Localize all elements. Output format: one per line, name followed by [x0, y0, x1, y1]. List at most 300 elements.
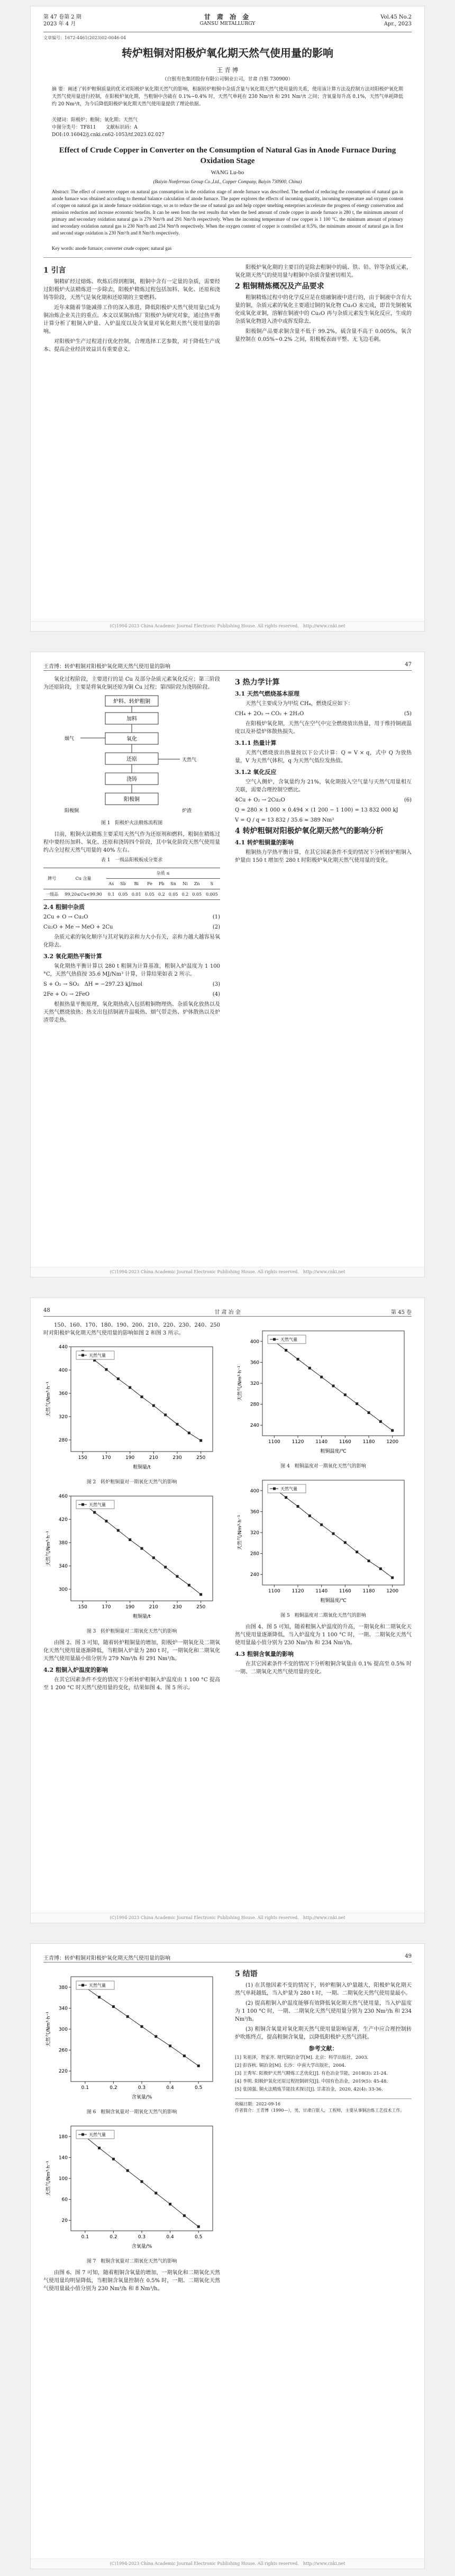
equation-text: V = Q / q = 13 832 / 35.6 ≈ 389 Nm³ — [235, 817, 334, 823]
legend-label: 天然气量 — [89, 1502, 106, 1507]
data-point — [391, 1429, 394, 1432]
equation-text: 2Fe + O₂ → 2FeO — [43, 992, 90, 997]
keywords-en: Key words: anode furnace; converter crude copper; natural gas — [52, 246, 172, 251]
y-tick-label: 280 — [58, 1438, 68, 1443]
legend-label: 天然气量 — [89, 2132, 106, 2137]
paragraph: (1) 在其他因素不变的情况下，转炉粗铜入炉量越大，阳极炉氧化期天然气单耗越低，当入炉量为 280 t 时，一期、二期氧化天然气使用量最小。 — [235, 1983, 412, 1996]
paragraph: 根据热量平衡原理，氧化期热收入包括粗铜物理热、杂质氧化放热以及天然气燃烧放热；热支出包括铜液升温吸热、烟气带走热、炉体散热以及炉渣带走热。 — [43, 1002, 220, 1023]
data-point — [169, 2203, 171, 2205]
x-tick-label: 0.5 — [195, 2235, 203, 2240]
data-point — [129, 1386, 131, 1389]
running-title: 王青博：转炉粗铜对阳极炉氧化期天然气使用量的影响 — [43, 664, 170, 670]
x-tick-label: 0.2 — [110, 2085, 117, 2091]
figure-caption: 图 4 粗铜温度对一期氧化天然气的影响 — [280, 1464, 366, 1469]
equation-text: Cu₂O + Me → MeO + 2Cu — [43, 924, 113, 930]
paragraph: 氧化过程阶段，主要进行的是 Cu 及部分杂质元素氧化反应；第三阶段为还原阶段，主要是将氧化铜还原为铜 Cu 过程；第四阶段为浇铸阶段。 — [43, 677, 220, 690]
figure-caption: 图 6 粗铜含氧量对一期氧化天然气的影响 — [86, 2110, 177, 2115]
flow-step-label: 浇铸 — [126, 777, 137, 782]
y-tick-label: 400 — [250, 1339, 259, 1345]
data-point — [176, 1423, 179, 1426]
column-left — [43, 1967, 220, 2295]
affiliation-en: (Baiyin Nonferrous Group Co.,Ltd., Copper Company, Baiyin 730900, China) — [153, 179, 302, 184]
figure-1 — [43, 695, 220, 816]
data-point — [141, 1547, 143, 1550]
y-tick-label: 420 — [58, 1517, 68, 1523]
chart-fig6 — [43, 1970, 220, 2103]
issue-date: 2023 年 4 月 — [43, 21, 76, 27]
figure-caption: 图 3 转炉粗铜量对二期氧化天然气的影响 — [86, 1629, 177, 1634]
x-tick-label: 0.5 — [195, 2085, 203, 2091]
journal-header — [43, 14, 412, 32]
keywords-cn: 关键词：阳极炉；粗铜；氧化期；天然气 — [52, 118, 138, 123]
figure-5 — [235, 1474, 412, 1609]
flow-input-label: 炉料、转炉粗铜 — [113, 699, 150, 705]
data-point — [105, 1368, 108, 1371]
table-header: Fe — [143, 879, 156, 889]
y-tick-label: 280 — [250, 1551, 259, 1557]
data-point — [141, 2180, 143, 2183]
paragraph: 空气入侧炉，含氧量约为 21%，氧化期鼓入空气量与天然气用量相互关联，需要合理控制空燃比。 — [235, 779, 412, 793]
x-tick-label: 0.4 — [166, 2235, 174, 2240]
paragraph: 目前，粗铜火法精炼主要采用天然气作为还原剂和燃料，粗铜在精炼过程中要经历加料、氧化、还原和浇铸四个阶段，其中氧化阶段天然气使用量约占全过程天然气用量的 40% 左右。 — [43, 832, 220, 853]
x-tick-label: 190 — [125, 1455, 135, 1461]
subsection-heading: 3.1.2 氧化反应 — [235, 769, 277, 776]
y-axis-label: 天然气/Nm³·h⁻¹ — [238, 1515, 243, 1551]
data-point — [183, 2214, 186, 2217]
data-point — [332, 1532, 335, 1535]
legend-swatch-marker — [81, 1503, 84, 1506]
y-tick-label: 320 — [58, 1415, 68, 1420]
data-point — [105, 1520, 108, 1523]
chart-fig2 — [43, 1340, 220, 1473]
classification: 中图分类号：TF811 文献标识码：A — [52, 125, 138, 130]
equation: S + O₂ → SO₂ ΔH = −297.23 kJ/mol (3) — [43, 981, 220, 987]
figure-7 — [43, 2120, 220, 2255]
data-point — [379, 1568, 382, 1570]
table-cell: 0.2 — [157, 889, 167, 900]
legend-label: 天然气量 — [89, 1353, 106, 1358]
data-point — [368, 1560, 370, 1562]
x-tick-label: 210 — [149, 1605, 158, 1610]
equation-text: 2Cu + O → Cu₂O — [43, 914, 88, 920]
y-tick-label: 240 — [250, 1423, 259, 1429]
reference-item: [4] 李明. 阳极炉氧化还原过程控制研究[J]. 中国有色冶金，2019(5): 45-48. — [235, 2079, 388, 2084]
y-tick-label: 380 — [58, 1985, 68, 1990]
column-right — [235, 264, 412, 346]
data-point — [308, 1515, 311, 1517]
equation — [235, 806, 412, 814]
table-header: Sn — [167, 879, 180, 889]
table-cell: 0.05 — [143, 889, 156, 900]
flow-side-right: 天然气 — [182, 758, 197, 763]
table-header: Ni — [180, 879, 190, 889]
volume-en: Vol.45 No.2 — [380, 14, 412, 20]
paragraph: 铜精矿经过熔炼、吹炼后得到粗铜，粗铜中含有一定量的杂质，需要经过阳极炉火法精炼进一步除去，阳极炉精炼过程包括加料、氧化、还原和浇铸等阶段，天然气是氧化期和还原期的主要燃料。 — [43, 279, 220, 301]
plot-frame — [71, 2126, 213, 2231]
flow-step-label: 加料 — [126, 716, 137, 722]
table-header: 牌号 — [43, 868, 60, 889]
abstract-cn: 摘 要：阐述了转炉粗铜质量的优劣对阳极炉氧化期天然气的影响，根据转炉粗铜中杂质含量与氧化期天然气使用量的关系，使用该计算方法及控制方法对阳极炉氧化期天然气使用量进行控制，在阳极炉氧化期，当粗铜中含硫在 0.1%~0.4% 时，天然气单耗在 230 Nm³/t 和 291 Nm³/t 之间；含氧量每升高 0.1%，天然气单耗降低约 20 Nm³/t，为今后降低阳极炉氧化期天然气使用量提供了理论依据。 — [52, 87, 403, 107]
column-left — [43, 675, 220, 1026]
column-right — [235, 1967, 412, 2114]
x-tick-label: 210 — [149, 1455, 158, 1461]
data-point — [188, 1431, 190, 1434]
section-heading: 2 粗铜精炼概况及产品要求 — [235, 282, 324, 291]
chart-fig5 — [235, 1474, 412, 1606]
equation: 2Cu + O → Cu₂O (1) — [43, 914, 220, 920]
subsection-heading: 4.2 粗铜入炉温度的影响 — [43, 1667, 108, 1673]
y-tick-label: 240 — [250, 1572, 259, 1578]
y-tick-label: 280 — [250, 1402, 259, 1408]
y-tick-label: 360 — [58, 1391, 68, 1397]
y-tick-label: 20 — [61, 2218, 68, 2224]
journal-title: 甘 肃 冶 金 — [214, 1310, 241, 1316]
y-tick-label: 180 — [58, 2134, 68, 2140]
y-axis-label: 天然气/Nm³·h⁻¹ — [46, 1530, 51, 1566]
page-1 — [31, 6, 424, 631]
x-tick-label: 1120 — [292, 1589, 304, 1594]
subsection-heading: 4.1 转炉粗铜量的影响 — [235, 839, 294, 846]
y-axis-label: 天然气/Nm³·h⁻¹ — [46, 2011, 51, 2047]
x-tick-label: 1100 — [268, 1439, 280, 1445]
legend-label: 天然气量 — [280, 1487, 297, 1491]
paragraph: 在其它因素条件不变的情况下分析转炉粗铜入炉温度由 1 100 °C 提高至 1 200 °C 时天然气使用量的变化，结果如图 4、图 5 所示。 — [43, 1677, 220, 1691]
x-tick-label: 0.3 — [138, 2235, 146, 2240]
subsection-heading: 4.3 粗铜含氧量的影响 — [235, 1651, 294, 1658]
equation: CH₄ + 2O₂ → CO₂ + 2H₂O (5) — [235, 711, 412, 717]
data-point — [297, 1505, 299, 1508]
date-en: Apr., 2023 — [384, 21, 412, 27]
y-tick-label: 360 — [250, 1509, 259, 1515]
y-tick-label: 300 — [58, 1587, 68, 1592]
paragraph: 阳极铜产品要求铜含量不低于 99.2%，硫含量不高于 0.005%，氧含量控制在 0.05%~0.2% 之间，阳极板表面平整、无飞边毛刺。 — [235, 329, 412, 343]
x-tick-label: 1100 — [268, 1589, 280, 1594]
paragraph: 由图 4、图 5 可知，随着粗铜入炉温度的升高，一期氧化和二期氧化天然气使用量逐渐降低，当入炉温度为 1 100 °C 时，一期、二期氧化天然气使用量最小值分别为 230 Nm³/h 和 234 Nm³/h。 — [235, 1624, 412, 1646]
table-cell: 0.1 — [106, 889, 116, 900]
plot-frame — [71, 1347, 213, 1452]
equation-text: Q = 280 × 1 000 × 0.494 × (1 200 − 1 100) = 13 832 000 kJ — [235, 807, 398, 813]
figure-3 — [43, 1490, 220, 1625]
table-header: Zn — [190, 879, 204, 889]
reference-item: [1] 朱祖泽，贺家齐. 现代铜冶金学[M]. 北京：科学出版社，2003. — [235, 2055, 369, 2060]
data-point — [176, 1575, 179, 1578]
author-en: WANG Lu-bo — [211, 169, 244, 176]
legend-swatch-marker — [81, 2133, 84, 2136]
data-point — [356, 1402, 358, 1405]
data-point — [117, 1529, 120, 1532]
y-tick-label: 360 — [250, 1360, 259, 1366]
x-tick-label: 1180 — [362, 1439, 375, 1445]
page-number: 47 — [405, 662, 412, 668]
data-point — [308, 1367, 311, 1370]
x-tick-label: 250 — [196, 1605, 206, 1610]
column-left — [43, 1321, 220, 1694]
running-title: 王青博：转炉粗铜对阳极炉氧化期天然气使用量的影响 — [43, 1956, 170, 1961]
legend-swatch-marker — [81, 1984, 84, 1987]
y-tick-label: 320 — [250, 1381, 259, 1386]
copyright-footer: (C)1994-2023 China Academic Journal Electronic Publishing House. All rights reserved. http://www.cnki.net — [31, 621, 424, 631]
section-heading: 5 结语 — [235, 1970, 258, 1978]
y-axis-label: 天然气/Nm³·h⁻¹ — [238, 1365, 243, 1401]
table-header: 杂质 ≤ — [106, 868, 220, 879]
x-axis-label: 含氧量/% — [131, 2095, 152, 2100]
page-4 — [31, 1944, 424, 2569]
data-point — [154, 2035, 157, 2038]
legend-label: 天然气量 — [89, 1983, 106, 1988]
plot-frame — [262, 1331, 404, 1436]
equation — [235, 816, 412, 824]
paragraph: (2) 提高粗铜入炉温度能够有效降低氧化期天然气使用量，当入炉温度为 1 100 °C 时，一期、二期氧化天然气使用量分别为 230 Nm³/h 和 234 Nm³/h。 — [235, 2001, 412, 2022]
data-point — [197, 2226, 200, 2228]
table-header: S — [204, 879, 220, 889]
article-title-en: Effect of Crude Copper in Converter on the Consumption of Natural Gas in Anode Furnace During Oxidation Stage — [59, 146, 396, 165]
data-point — [154, 2192, 157, 2194]
data-point — [379, 1420, 382, 1423]
x-tick-label: 1140 — [315, 1439, 328, 1445]
figure-caption: 图 1 阳极炉火法精炼流程图 — [101, 821, 163, 826]
figure-caption: 图 2 转炉粗铜量对一期氧化天然气的影响 — [86, 1480, 177, 1485]
y-tick-label: 400 — [58, 1368, 68, 1373]
article-notes — [235, 2098, 412, 2114]
data-point — [391, 1577, 394, 1579]
x-tick-label: 0.2 — [110, 2235, 117, 2240]
equation-text: S + O₂ → SO₂ ΔH = −297.23 kJ/mol — [43, 981, 142, 987]
x-axis-label: 粗铜量/t — [133, 1614, 151, 1619]
reference-list — [235, 2055, 412, 2093]
figure-4 — [235, 1325, 412, 1460]
flowchart — [43, 695, 220, 816]
article-number: 文章编号：1672-4461(2023)02-0046-04 — [43, 35, 126, 40]
table-header: Sb — [116, 879, 130, 889]
x-tick-label: 1200 — [386, 1589, 399, 1594]
x-tick-label: 1120 — [292, 1439, 304, 1445]
figure-caption: 图 7 粗铜含氧量对二期氧化天然气的影响 — [86, 2259, 177, 2264]
references-heading: 参考文献： — [308, 2045, 338, 2052]
x-axis-label: 粗铜温度/℃ — [320, 1449, 347, 1454]
data-point — [199, 1593, 202, 1596]
y-tick-label: 340 — [58, 1564, 68, 1569]
y-tick-label: 340 — [58, 2006, 68, 2012]
journal-title-en: GANSU METALLURGY — [199, 21, 256, 26]
table-header: Cu 含量 — [60, 868, 106, 889]
chart-fig7 — [43, 2120, 220, 2252]
x-tick-label: 250 — [196, 1455, 206, 1461]
x-tick-label: 0.3 — [138, 2085, 146, 2091]
volume: 第 45 卷 — [390, 1310, 412, 1316]
running-header — [43, 1952, 412, 1962]
running-header — [43, 1307, 412, 1317]
reference-item: [5] 张国强. 铜火法精炼节能技术探讨[J]. 甘肃冶金，2020, 42(4): 33-36. — [235, 2087, 383, 2092]
flow-bottom-right: 炉渣 — [182, 808, 192, 814]
page-number: 48 — [43, 1308, 50, 1313]
table-cell: 99.20≤Cu<99.90 — [60, 889, 106, 900]
data-point — [183, 2055, 186, 2057]
data-point — [197, 2065, 200, 2067]
column-right — [235, 1321, 412, 1678]
data-point — [320, 1376, 323, 1379]
x-tick-label: 170 — [102, 1455, 111, 1461]
paragraph: 粗铜热力学热平衡计算，在其它因素条件不变的情况下分析转炉粗铜入炉量由 150 t 增加至 280 t 时阳极炉氧化期天然气使用量的变化。 — [235, 850, 412, 863]
copyright-footer: (C)1994-2023 China Academic Journal Electronic Publishing House. All rights reserved. http://www.cnki.net — [31, 1267, 424, 1277]
x-tick-label: 1180 — [362, 1589, 375, 1594]
composition-table — [43, 868, 220, 900]
x-tick-label: 1140 — [315, 1589, 328, 1594]
y-tick-label: 320 — [250, 1530, 259, 1536]
section-heading: 3 热力学计算 — [235, 678, 280, 687]
paragraph: (3) 粗铜含氧量对氧化期天然气使用量影响显著，生产中应合理控制转炉吹炼终点，提高粗铜含氧量，以降低阳极炉天然气消耗。 — [235, 2026, 412, 2040]
abstract-en: Abstract: The effect of converter copper on natural gas consumption in the oxidation stage of anode furnace was described. The method of reducing the consumption of natural gas in anode furnace was obtained according to thermal balance calculation of anode furnace. The paper explores the effects of incoming quantity, incoming temperature and oxygen content of copper on natural gas in anode furnace oxidation stage, so as to reduce the use of natural gas and help copper smelting enterprises accelerate the progress of energy conservation and emission reduction and increase economic benefits. It can be seen from the test results that when the feed amount of crude copper in anode furnace is 280 t, the minimum amount of primary and secondary oxidation natural gas is 279 Nm³/h and 291 Nm³/h respectively. When the incoming temperature of raw copper is 1 100 °C, the minimum amount of primary and secondary oxidation natural gas is 230 Nm³/h and 234 Nm³/h respectively. When the oxygen content of copper is controlled at 0.5%, the minimum amount of natural gas in first and second stage oxidation is 230 Nm³/h and 8 Nm³/h respectively. — [52, 189, 403, 236]
table-cell: 0.2 — [180, 889, 190, 900]
y-tick-label: 440 — [58, 1345, 68, 1350]
paragraph: 杂质元素的氧化顺序与其对氧的亲和力大小有关，亲和力越大越容易氧化除去。 — [43, 934, 220, 948]
data-point — [126, 2169, 129, 2172]
data-point — [126, 2015, 129, 2018]
article-title: 转炉粗铜对阳极炉氧化期天然气使用量的影响 — [122, 47, 333, 59]
table-cell: 0.05 — [190, 889, 204, 900]
journal-title: 甘 肃 冶 金 — [204, 13, 251, 21]
subsection-heading: 2.4 粗铜中杂质 — [43, 904, 85, 911]
y-tick-label: 220 — [58, 2069, 68, 2075]
legend-label: 天然气量 — [280, 1337, 297, 1342]
reference-item: [3] 王秀军. 阳极炉天然气精炼工艺优化[J]. 有色冶金节能，2018(3): 21-24. — [235, 2071, 388, 2076]
x-tick-label: 170 — [102, 1605, 111, 1610]
y-tick-label: 300 — [58, 2027, 68, 2032]
data-point — [344, 1541, 347, 1544]
figure-caption: 图 5 粗铜温度对二期氧化天然气的影响 — [280, 1613, 366, 1618]
data-point — [344, 1393, 347, 1396]
data-point — [297, 1358, 299, 1361]
equation-text: CH₄ + 2O₂ → CO₂ + 2H₂O — [235, 711, 304, 717]
data-point — [199, 1439, 202, 1442]
x-tick-label: 0.1 — [81, 2235, 89, 2240]
table-header: Pb — [157, 879, 167, 889]
flow-bottom-left: 阳极铜 — [65, 808, 79, 814]
x-tick-label: 1160 — [339, 1439, 351, 1445]
paragraph: 由图 2、图 3 可知，随着转炉粗铜量的增加，阳极炉一期氧化及二期氧化天然气使用量逐渐降低，当粗铜入炉量为 280 t 时，一期氧化和二期氧化天然气使用量最小值分别为 279 Nm³/h 和 291 Nm³/h。 — [43, 1640, 220, 1662]
data-point — [320, 1524, 323, 1526]
chart-fig3 — [43, 1490, 220, 1622]
y-tick-label: 100 — [58, 2176, 68, 2182]
copyright-footer: (C)1994-2023 China Academic Journal Electronic Publishing House. All rights reserved. http://www.cnki.net — [31, 1913, 424, 1923]
y-axis-label: 天然气/Nm³·h⁻¹ — [46, 1381, 51, 1417]
x-tick-label: 150 — [78, 1605, 87, 1610]
figure-6 — [43, 1970, 220, 2105]
doi: DOI:10.16042/j.cnki.cn62-1053/tf.2023.02.027 — [52, 132, 165, 138]
legend-swatch-marker — [273, 1488, 276, 1490]
paragraph: 由图 6、图 7 可知，随着粗铜含氧量的增加，一期氧化和二期氧化天然气使用量均明显降低，当粗铜含氧量控制在 0.5% 时，一期、二期氧化天然气使用量最小值分别为 230 Nm³/h 和 8 Nm³/h。 — [43, 2270, 220, 2292]
data-point — [93, 1511, 96, 1514]
flow-step-label: 氧化 — [126, 736, 137, 742]
data-point — [188, 1584, 190, 1587]
y-tick-label: 400 — [250, 1488, 259, 1494]
data-point — [152, 1404, 155, 1407]
data-point — [285, 1496, 287, 1499]
data-point — [332, 1384, 335, 1387]
data-point — [285, 1349, 287, 1352]
y-tick-label: 60 — [61, 2197, 68, 2203]
flow-step-label: 阳极铜 — [124, 797, 140, 803]
x-axis-label: 含氧量/% — [131, 2244, 152, 2249]
y-tick-label: 380 — [58, 1541, 68, 1546]
column-right — [235, 675, 412, 867]
x-tick-label: 0.4 — [166, 2085, 174, 2091]
paragraph: 对阳极炉生产过程进行优化控制，合理选择工艺参数，对于降低生产成本、提高企业经济效益具有重要意义。 — [43, 339, 220, 353]
y-tick-label: 140 — [58, 2155, 68, 2161]
table-cell: 0.005 — [204, 889, 220, 900]
paragraph: 150、160、170、180、190、200、210、220、230、240、250 时对阳极炉氧化期天然气使用量的影响如图 2 和图 3 所示。 — [43, 1322, 220, 1336]
data-point — [152, 1556, 155, 1559]
paragraph: 天然气燃烧放出热量按以下公式计算：Q = V × q，式中 Q 为放热量，V 为天然气体积，q 为天然气低位发热值。 — [235, 750, 412, 764]
data-point — [141, 1395, 143, 1398]
data-point — [164, 1566, 167, 1569]
y-tick-label: 260 — [58, 2048, 68, 2053]
equation: 2Fe + O₂ → 2FeO (4) — [43, 992, 220, 997]
paragraph: 粗铜精炼过程中的化学反应是在熔融铜液中进行的，由于铜液中含有大量的铜，杂质元素的氧化主要通过铜的氧化物 Cu₂O 来完成，即首先铜被氧化成氧化亚铜，溶解在铜液中的 Cu₂O 再与杂质元素发生氧化反应，生成的杂质氧化物进入渣中或挥发除去。 — [235, 295, 412, 325]
figure-2 — [43, 1340, 220, 1475]
data-point — [164, 1413, 167, 1416]
table-title: 表 1 一级品阳极板成分要求 — [101, 858, 163, 863]
page-number: 49 — [405, 1953, 412, 1959]
chart-fig4 — [235, 1325, 412, 1457]
subsection-heading: 3.2 氧化期热平衡计算 — [43, 953, 102, 960]
flow-step-label: 还原 — [126, 756, 137, 762]
equation: 4Cu + O₂ → 2Cu₂O (6) — [235, 797, 412, 803]
equation: Cu₂O + Me → MeO + 2Cu (2) — [43, 924, 220, 930]
copyright-footer: (C)1994-2023 China Academic Journal Electronic Publishing House. All rights reserved. http://www.cnki.net — [31, 2559, 424, 2569]
data-point — [368, 1411, 370, 1414]
data-point — [129, 1538, 131, 1541]
x-axis-label: 粗铜量/t — [133, 1465, 151, 1470]
paragraph: 近年来随着节能减排工作的深入推进，降低阳极炉天然气使用量已成为铜冶炼企业关注的重点。本文以某铜冶炼厂阳极炉为研究对象，通过热平衡计算分析了粗铜入炉量、入炉温度以及含氧量对氧化期天然气使用量的影响。 — [43, 305, 220, 335]
reference-item: [2] 彭容秋. 铜冶金[M]. 长沙：中南大学出版社，2004. — [235, 2063, 346, 2068]
data-point — [141, 2025, 143, 2028]
x-tick-label: 190 — [125, 1605, 135, 1610]
author: 王 青 博 — [217, 67, 238, 74]
y-tick-label: 460 — [58, 1494, 68, 1499]
legend-swatch-marker — [273, 1338, 276, 1341]
table-cell: 0.05 — [167, 889, 180, 900]
x-tick-label: 0.1 — [81, 2085, 89, 2091]
column-left — [43, 264, 220, 356]
table-cell: 一级品 — [43, 889, 60, 900]
x-tick-label: 150 — [78, 1455, 87, 1461]
flow-side-left: 烟气 — [65, 736, 75, 742]
author-bio: 作者简介：王青博（1990—），男，甘肃白银人，工程师，主要从事铜冶炼工艺技术工作。 — [235, 2108, 405, 2113]
equation-text: 4Cu + O₂ → 2Cu₂O — [235, 797, 285, 803]
paragraph: 在阳极炉氧化期，天然气在空气中完全燃烧放出热量，用于维持铜液温度以及补偿炉体散热损失。 — [235, 721, 412, 735]
table-header: Bi — [130, 879, 143, 889]
table-cell: 0.01 — [130, 889, 143, 900]
table-header: As — [106, 879, 116, 889]
subsection-heading: 3.1.1 热量计算 — [235, 740, 277, 746]
x-tick-label: 230 — [172, 1455, 182, 1461]
affiliation: （白银有色集团股份有限公司铜业公司，甘肃 白银 730900） — [162, 77, 293, 82]
data-point — [98, 1996, 101, 1998]
table-cell: 0.05 — [116, 889, 130, 900]
data-point — [117, 1377, 120, 1380]
x-tick-label: 1160 — [339, 1589, 351, 1594]
running-header — [43, 661, 412, 671]
subsection-heading: 3.1 天然气燃烧基本原理 — [235, 690, 299, 697]
data-point — [356, 1551, 358, 1553]
paragraph: 天然气主要成分为甲烷 CH₄，燃烧反应如下： — [245, 701, 353, 707]
data-point — [98, 2147, 101, 2149]
paragraph: 阳极炉氧化期的主要目的是除去粗铜中的硫、铁、铅、锌等杂质元素，氧化期天然气的使用量与粗铜中杂质含量密切相关。 — [235, 265, 412, 278]
data-point — [112, 2158, 115, 2160]
x-axis-label: 粗铜温度/℃ — [320, 1598, 347, 1604]
divider — [43, 257, 412, 258]
x-tick-label: 230 — [172, 1605, 182, 1610]
